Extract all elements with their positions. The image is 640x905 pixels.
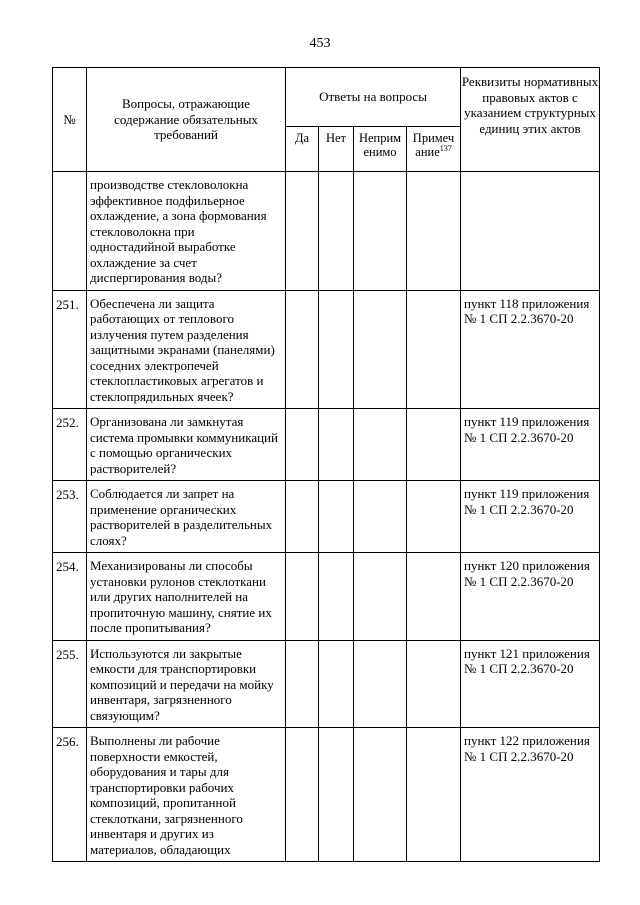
answer-no-cell[interactable] <box>319 640 354 728</box>
answer-yes-cell[interactable] <box>286 640 319 728</box>
answer-no-cell[interactable] <box>319 728 354 862</box>
answer-na-cell[interactable] <box>354 640 407 728</box>
header-no: Нет <box>319 127 354 172</box>
row-question: Выполнены ли рабочие поверхности емкостей, оборудования и тары для транспортировки рабочих композиций, пропитанной стеклоткани, загрязненного инвентаря и других из материалов, обладающих <box>87 728 286 862</box>
answer-yes-cell[interactable] <box>286 728 319 862</box>
answer-no-cell[interactable] <box>319 409 354 481</box>
answer-note-cell[interactable] <box>407 553 461 641</box>
row-question: Используются ли закрытые емкости для транспортировки композиций и передачи на мойку инвентаря, загрязненного связующим? <box>87 640 286 728</box>
answer-note-cell[interactable] <box>407 481 461 553</box>
table-row <box>53 640 600 728</box>
row-question: производстве стекловолокна эффективное подфильерное охлаждение, а зона формования стекловолокна при одностадийной выработке охлаждение за счет диспергирования воды? <box>87 172 286 291</box>
header-requisites: Реквизиты нормативных правовых актов с указанием структурных единиц этих актов <box>461 68 600 172</box>
row-reference: пункт 119 приложения № 1 СП 2.2.3670-20 <box>461 409 600 481</box>
table-row <box>53 553 600 641</box>
answer-note-cell[interactable] <box>407 409 461 481</box>
checklist-table <box>52 67 600 862</box>
row-reference: пункт 118 приложения № 1 СП 2.2.3670-20 <box>461 290 600 409</box>
row-reference <box>461 172 600 291</box>
row-number: 254. <box>53 553 87 641</box>
header-num: № <box>53 68 87 172</box>
answer-no-cell[interactable] <box>319 290 354 409</box>
row-number <box>53 172 87 291</box>
answer-note-cell[interactable] <box>407 728 461 862</box>
row-number: 251. <box>53 290 87 409</box>
table-row <box>53 409 600 481</box>
header-answers: Ответы на вопросы <box>286 68 461 127</box>
answer-na-cell[interactable] <box>354 409 407 481</box>
row-question: Механизированы ли способы установки рулонов стеклоткани или других наполнителей на пропиточную машину, снятие их после пропитывания? <box>87 553 286 641</box>
answer-no-cell[interactable] <box>319 481 354 553</box>
answer-no-cell[interactable] <box>319 553 354 641</box>
table-row <box>53 728 600 862</box>
row-reference: пункт 119 приложения № 1 СП 2.2.3670-20 <box>461 481 600 553</box>
answer-no-cell[interactable] <box>319 172 354 291</box>
row-number: 253. <box>53 481 87 553</box>
answer-na-cell[interactable] <box>354 728 407 862</box>
row-number: 256. <box>53 728 87 862</box>
row-reference: пункт 120 приложения № 1 СП 2.2.3670-20 <box>461 553 600 641</box>
answer-yes-cell[interactable] <box>286 409 319 481</box>
answer-yes-cell[interactable] <box>286 481 319 553</box>
row-reference: пункт 121 приложения № 1 СП 2.2.3670-20 <box>461 640 600 728</box>
row-reference: пункт 122 приложения № 1 СП 2.2.3670-20 <box>461 728 600 862</box>
answer-note-cell[interactable] <box>407 290 461 409</box>
row-number: 252. <box>53 409 87 481</box>
answer-note-cell[interactable] <box>407 172 461 291</box>
table-row <box>53 481 600 553</box>
answer-yes-cell[interactable] <box>286 172 319 291</box>
header-row <box>53 68 600 127</box>
header-na: Неприм енимо <box>354 127 407 172</box>
footnote-ref: 137 <box>439 143 452 153</box>
table-row <box>53 172 600 291</box>
answer-na-cell[interactable] <box>354 172 407 291</box>
answer-na-cell[interactable] <box>354 553 407 641</box>
row-question: Соблюдается ли запрет на применение органических растворителей в разделительных слоях? <box>87 481 286 553</box>
header-note <box>407 127 461 172</box>
row-question: Организована ли замкнутая система промывки коммуникаций с помощью органических растворителей? <box>87 409 286 481</box>
header-question: Вопросы, отражающие содержание обязательных требований <box>87 68 286 172</box>
row-number: 255. <box>53 640 87 728</box>
answer-note-cell[interactable] <box>407 640 461 728</box>
header-yes: Да <box>286 127 319 172</box>
table-row <box>53 290 600 409</box>
answer-yes-cell[interactable] <box>286 553 319 641</box>
header-note-label: Примеч ание <box>412 131 455 159</box>
answer-na-cell[interactable] <box>354 481 407 553</box>
page-number: 453 <box>309 36 331 51</box>
row-question: Обеспечена ли защита работающих от теплового излучения путем разделения защитными экранами (панелями) соседних электропечей стеклопластиковых агрегатов и стеклопрядильных ячеек? <box>87 290 286 409</box>
answer-yes-cell[interactable] <box>286 290 319 409</box>
answer-na-cell[interactable] <box>354 290 407 409</box>
